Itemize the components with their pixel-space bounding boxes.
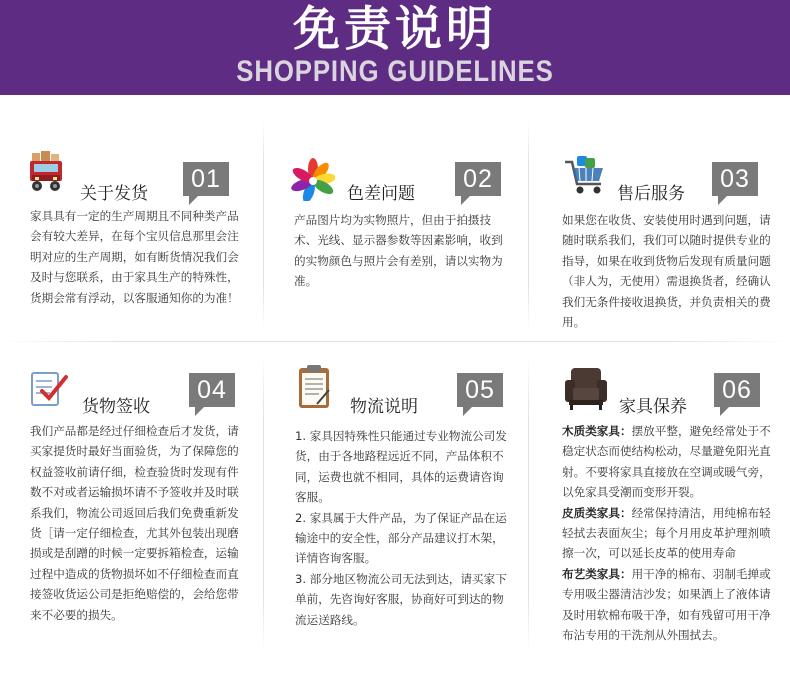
body-paragraph: 1. 家具因特殊性只能通过专业物流公司发货，由于各地路程远近不同，产品体积不同，运费也就不相同，具体的运费请咨询客服。 (295, 429, 507, 505)
card-body (562, 421, 774, 645)
number-badge: 03 (712, 162, 758, 196)
color-palette-icon (291, 157, 335, 201)
clipboard-icon (293, 364, 337, 408)
card-body (294, 210, 504, 292)
care-paragraph-leather (562, 503, 774, 564)
care-text: 用干净的棉布、羽制毛掸或专用吸尘器清洁沙发；如果洒上了液体请及时用软棉布吸干净，如有残留可用干净布沾专用的干洗剂从外围拭去。 (562, 566, 771, 643)
body-paragraph: 家具具有一定的生产周期且不同种类产品会有较大差异，在每个宝贝信息那里会注明对应的生产周期，如有断货情况我们会及时与您联系，由于家具生产的特殊性，货期会常有浮动，以客服通知你的为准！ (30, 209, 239, 305)
card-title: 关于发货 (80, 184, 148, 204)
column-divider (528, 120, 529, 330)
number-badge: 01 (183, 162, 229, 196)
column-divider (263, 120, 264, 330)
care-label: 木质类家具： (562, 424, 632, 438)
number-badge: 02 (455, 162, 501, 196)
card-title: 色差问题 (347, 184, 415, 204)
card-body (562, 210, 774, 332)
row-divider (0, 341, 790, 342)
card-title: 货物签收 (82, 397, 150, 417)
shopping-cart-icon (563, 154, 607, 198)
care-label: 皮质类家具： (562, 505, 632, 520)
number-badge: 06 (714, 373, 760, 407)
body-paragraph: 产品图片均为实物照片，但由于拍摄技术、光线、显示器参数等因素影响，收到的实物颜色与照片会有差别，请以实物为准。 (294, 213, 503, 289)
delivery-truck-icon (26, 151, 70, 195)
column-divider (528, 355, 529, 655)
card-body (30, 206, 240, 308)
body-paragraph: 我们产品都是经过仔细检查后才发货，请买家提货时最好当面验货，为了保障您的权益签收前请仔细，检查验货时发现有件数不对或者运输损坏请不予签收并及时联系我们，物流公司返回后我们免费重新发货［请一定仔细检查，尤其外包装出现磨损或是刮蹭的时候一定要拆箱检查，运输过程中造成的货物损坏如不仔细检查而直接签收货运公司是拒绝赔偿的，会给您带来不必要的损失。 (30, 424, 239, 622)
body-paragraph: 2. 家具属于大件产品，为了保证产品在运输途中的安全性，部分产品建议打木架，详情咨询客服。 (295, 510, 507, 566)
care-paragraph-fabric (562, 564, 774, 646)
care-label: 布艺类家具： (562, 566, 632, 581)
checklist-icon (26, 367, 70, 411)
number-badge: 05 (457, 373, 503, 407)
card-body (295, 426, 507, 630)
body-paragraph: 3. 部分地区物流公司无法到达，请买家下单前，先咨询好客服，协商好可到达的物流运送路线。 (295, 571, 507, 627)
care-text: 摆放平整，避免经常处于不稳定状态而使结构松动，尽量避免阳光直射。不要将家具直接放在空调或暖气旁，以免家具受潮而变形开裂。 (562, 424, 771, 500)
number-badge: 04 (189, 373, 235, 407)
care-text: 经常保持清洁，用纯棉布轻轻拭去表面灰尘；每个月用皮革护理剂喷擦一次，可以延长皮革的使用寿命 (562, 505, 771, 561)
armchair-icon (563, 366, 607, 410)
page-subtitle: SHOPPING GUIDELINES (236, 55, 554, 88)
card-title: 售后服务 (617, 184, 685, 204)
column-divider (263, 355, 264, 655)
body-paragraph: 如果您在收货、安装使用时遇到问题，请随时联系我们，我们可以随时提供专业的指导，如果在收到货物后发现有质量问题（非人为，无使用）需退换货者，经确认我们无条件接收退换货，并负责相关的费用。 (562, 213, 771, 330)
care-paragraph-wood (562, 421, 774, 503)
card-title: 物流说明 (350, 397, 418, 417)
card-body (30, 421, 240, 625)
card-title: 家具保养 (619, 397, 687, 417)
page-title: 免责说明 (293, 2, 497, 57)
page-header (0, 0, 790, 95)
